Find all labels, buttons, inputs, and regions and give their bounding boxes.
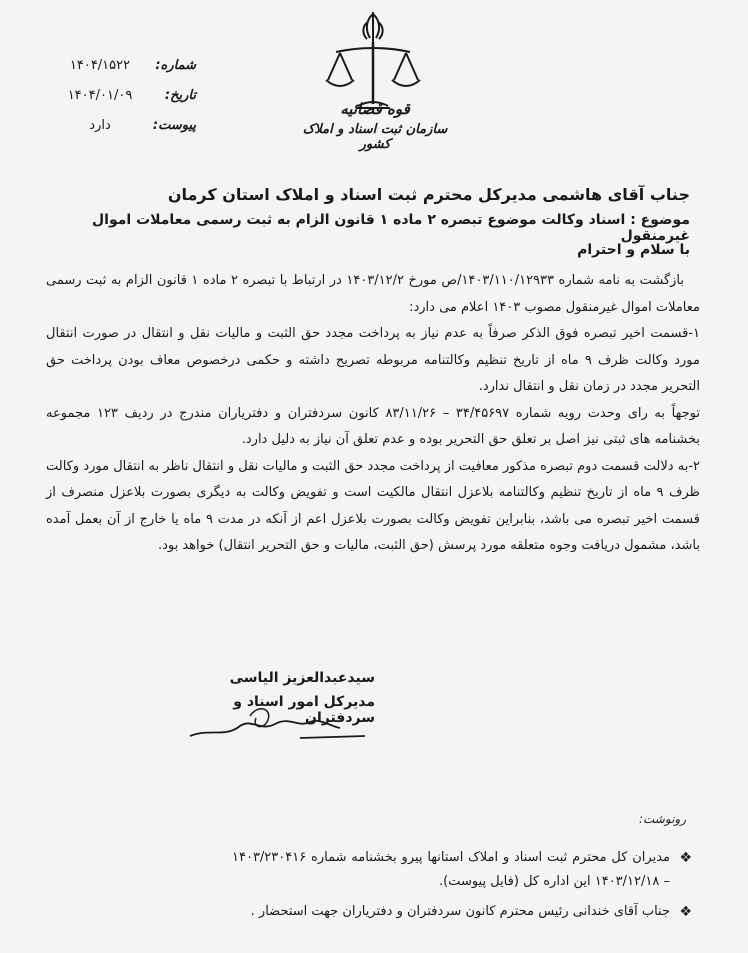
handwritten-signature — [180, 698, 370, 748]
attachment-value: دارد — [89, 118, 111, 133]
organization-block — [290, 100, 460, 152]
cc-item-text: جناب آقای خندانی رئیس محترم کانون سردفتران و دفتریاران جهت استحضار . — [250, 904, 670, 919]
signer-name: سیدعبدالعزیز الیاسی — [229, 670, 375, 686]
letter-number: ۱۴۰۴/۱۵۲۲ — [69, 58, 131, 73]
number-label: شماره: — [155, 58, 196, 73]
addressee: جناب آقای هاشمی مدیرکل محترم ثبت اسناد و املاک استان کرمان — [167, 185, 690, 204]
diamond-bullet-icon: ❖ — [679, 850, 692, 866]
date-row — [40, 86, 210, 116]
diamond-bullet-icon: ❖ — [679, 904, 692, 920]
body-paragraph: ۲-به دلالت قسمت دوم تبصره مذکور معافیت از پرداخت مجدد حق الثبت و مالیات نقل و انتقال ناظر به انتقال مورد وکالت ظرف ۹ ماه از تاریخ تنظیم وکالتنامه بلاعزل انتقال مالکیت است و تفویض وکالت به دیگری بصورت بلاعزل منصرف از قسمت اخیر تبصره می باشد، بنابراین تفویض وکالت بصورت بلاعزل اعم از آنکه در مدت ۹ ماه یا خارج از آن بعمل آمده باشد، مشمول دریافت وجوه متعلقه مورد پرسش (حق الثبت، مالیات و حق التحریر انتقال) خواهد بود. — [46, 458, 700, 553]
cc-item-text: مدیران کل محترم ثبت اسناد و املاک استانها پیرو بخشنامه شماره ۱۴۰۳/۲۳۰۴۱۶ – ۱۴۰۳/۱۲/۱۸ این اداره کل (فایل پیوست). — [232, 850, 670, 889]
attachment-row — [40, 116, 210, 146]
judiciary-label: قوه قضائیه — [340, 100, 410, 118]
signer-title: مدیرکل امور اسناد و سردفتران — [233, 694, 375, 726]
letter-body — [46, 268, 700, 560]
attachment-label: پیوست: — [152, 118, 196, 133]
organization-label: سازمان ثبت اسناد و املاک کشور — [302, 122, 448, 152]
cc-list — [232, 846, 692, 924]
letter-meta — [40, 56, 210, 146]
cc-item — [232, 846, 692, 894]
cc-item — [232, 900, 692, 924]
body-paragraph: بازگشت به نامه شماره ۱۴۰۳/۱۱۰/۱۲۹۳۳/ص مورخ ۱۴۰۳/۱۲/۲ در ارتباط با تبصره ۲ ماده ۱ قانون الزام به ثبت رسمی معاملات اموال غیرمنقول مصوب ۱۴۰۳ اعلام می دارد: — [46, 273, 700, 315]
subject-line: موضوع : اسناد وکالت موضوع تبصره ۲ ماده ۱ قانون الزام به ثبت رسمی معاملات اموال غیرمنقول — [92, 212, 690, 244]
body-paragraph: ۱-قسمت اخیر تبصره فوق الذکر صرفاً به عدم نیاز به پرداخت مجدد حق الثبت و مالیات نقل و انتقال در صورت انتقال مورد وکالت ظرف ۹ ماه از تاریخ تنظیم وکالتنامه مربوطه تصریح داشته و حکمی درخصوص معاف بودن پرداخت حق التحریر مجدد در زمان نقل و انتقال ندارد. — [46, 326, 700, 394]
greeting: با سلام و احترام — [577, 242, 690, 258]
date-label: تاریخ: — [164, 88, 196, 103]
number-row — [40, 56, 210, 86]
letter-date: ۱۴۰۴/۰۱/۰۹ — [67, 88, 133, 103]
body-paragraph: توجهاً به رای وحدت رویه شماره ۳۴/۴۵۶۹۷ – ۸۳/۱۱/۲۶ کانون سردفتران و دفتریاران مندرج در ردیف ۱۲۳ مجموعه بخشنامه های ثبتی نیز اصل بر تعلق حق التحریر بوده و عدم تعلق آن نیاز به دلیل دارد. — [46, 405, 700, 447]
cc-label: رونوشت: — [638, 812, 686, 826]
